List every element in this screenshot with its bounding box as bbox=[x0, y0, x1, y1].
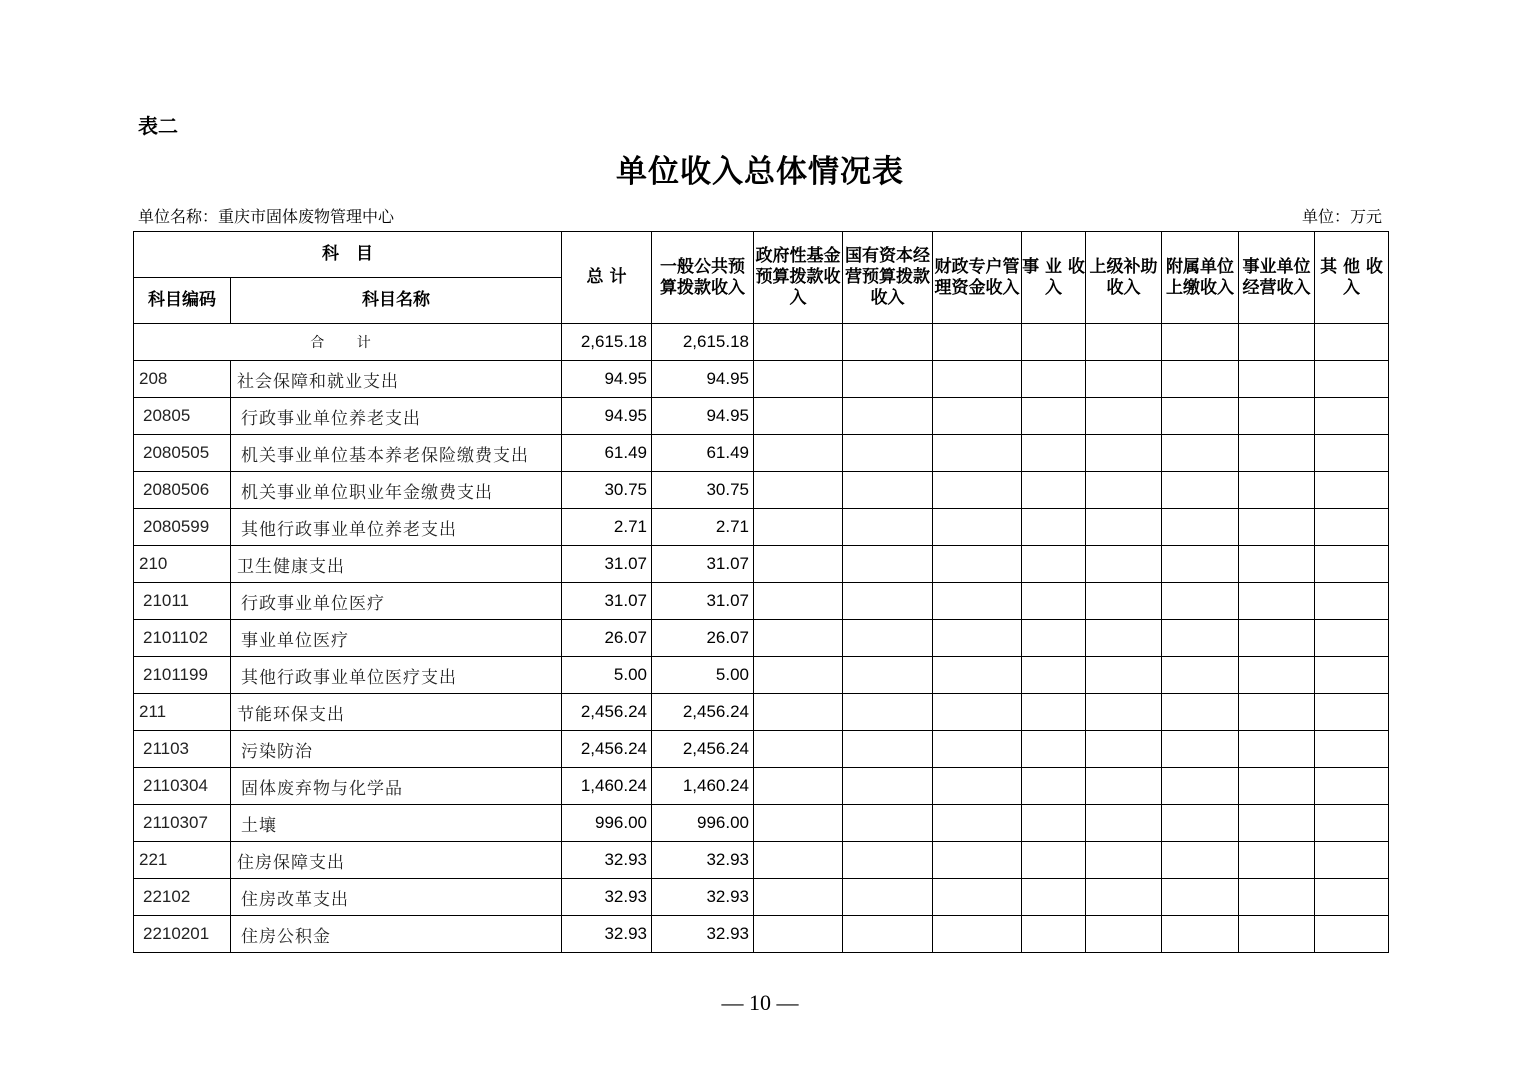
row-general-budget: 26.07 bbox=[652, 620, 754, 657]
empty-cell bbox=[1162, 768, 1239, 805]
empty-cell bbox=[1162, 472, 1239, 509]
empty-cell bbox=[1315, 879, 1389, 916]
empty-cell bbox=[1162, 842, 1239, 879]
row-general-budget: 94.95 bbox=[652, 361, 754, 398]
empty-cell bbox=[1162, 435, 1239, 472]
row-code: 20805 bbox=[134, 398, 231, 435]
unit-label: 单位：万元 bbox=[1301, 207, 1382, 226]
row-total: 2.71 bbox=[562, 509, 652, 546]
header-superior-subsidy: 上级补助收入 bbox=[1086, 232, 1162, 324]
table-row bbox=[134, 768, 1389, 805]
empty-cell bbox=[933, 879, 1022, 916]
empty-cell bbox=[1086, 620, 1162, 657]
total-row bbox=[134, 324, 1389, 361]
empty-cell bbox=[1162, 324, 1239, 361]
row-code: 2110307 bbox=[134, 805, 231, 842]
row-general-budget: 5.00 bbox=[652, 657, 754, 694]
row-code: 21011 bbox=[134, 583, 231, 620]
empty-cell bbox=[1162, 361, 1239, 398]
empty-cell bbox=[843, 361, 933, 398]
row-code: 208 bbox=[134, 361, 231, 398]
empty-cell bbox=[1239, 879, 1315, 916]
row-general-budget: 996.00 bbox=[652, 805, 754, 842]
header-general-budget: 一般公共预算拨款收入 bbox=[652, 232, 754, 324]
row-name: 机关事业单位基本养老保险缴费支出 bbox=[231, 435, 562, 472]
empty-cell bbox=[1239, 657, 1315, 694]
empty-cell bbox=[754, 879, 843, 916]
empty-cell bbox=[843, 435, 933, 472]
row-code: 2080505 bbox=[134, 435, 231, 472]
table-row bbox=[134, 398, 1389, 435]
empty-cell bbox=[1022, 842, 1086, 879]
empty-cell bbox=[1315, 842, 1389, 879]
empty-cell bbox=[1086, 435, 1162, 472]
empty-cell bbox=[1315, 731, 1389, 768]
income-table bbox=[133, 231, 1389, 953]
empty-cell bbox=[1162, 731, 1239, 768]
empty-cell bbox=[1239, 398, 1315, 435]
row-name: 卫生健康支出 bbox=[231, 546, 562, 583]
table-row bbox=[134, 657, 1389, 694]
empty-cell bbox=[1022, 768, 1086, 805]
empty-cell bbox=[1315, 546, 1389, 583]
empty-cell bbox=[1162, 916, 1239, 953]
row-total: 32.93 bbox=[562, 842, 652, 879]
empty-cell bbox=[754, 361, 843, 398]
row-total: 31.07 bbox=[562, 546, 652, 583]
page-title: 单位收入总体情况表 bbox=[616, 154, 904, 190]
empty-cell bbox=[1022, 879, 1086, 916]
header-fiscal-special: 财政专户管理资金收入 bbox=[933, 232, 1022, 324]
table-row bbox=[134, 805, 1389, 842]
row-name: 节能环保支出 bbox=[231, 694, 562, 731]
empty-cell bbox=[843, 620, 933, 657]
empty-cell bbox=[933, 620, 1022, 657]
row-code: 210 bbox=[134, 546, 231, 583]
empty-cell bbox=[1162, 805, 1239, 842]
row-name: 其他行政事业单位养老支出 bbox=[231, 509, 562, 546]
table-row bbox=[134, 731, 1389, 768]
empty-cell bbox=[1239, 620, 1315, 657]
table-row bbox=[134, 583, 1389, 620]
empty-cell bbox=[754, 916, 843, 953]
row-code: 2080506 bbox=[134, 472, 231, 509]
row-general-budget: 2,456.24 bbox=[652, 731, 754, 768]
table-row bbox=[134, 472, 1389, 509]
empty-cell bbox=[1022, 472, 1086, 509]
row-total: 31.07 bbox=[562, 583, 652, 620]
empty-cell bbox=[1315, 398, 1389, 435]
empty-cell bbox=[1086, 694, 1162, 731]
empty-cell bbox=[1022, 620, 1086, 657]
empty-cell bbox=[1315, 916, 1389, 953]
empty-cell bbox=[1162, 879, 1239, 916]
empty-cell bbox=[1239, 435, 1315, 472]
empty-cell bbox=[754, 657, 843, 694]
empty-cell bbox=[1086, 879, 1162, 916]
empty-cell bbox=[1239, 768, 1315, 805]
header-total: 总 计 bbox=[562, 232, 652, 324]
header-gov-fund: 政府性基金预算拨款收入 bbox=[754, 232, 843, 324]
empty-cell bbox=[1239, 805, 1315, 842]
row-name: 其他行政事业单位医疗支出 bbox=[231, 657, 562, 694]
row-name: 固体废弃物与化学品 bbox=[231, 768, 562, 805]
empty-cell bbox=[1315, 657, 1389, 694]
empty-cell bbox=[933, 657, 1022, 694]
table-row bbox=[134, 435, 1389, 472]
empty-cell bbox=[843, 398, 933, 435]
row-name: 住房公积金 bbox=[231, 916, 562, 953]
unit-name: 单位名称：重庆市固体废物管理中心 bbox=[138, 207, 395, 226]
empty-cell bbox=[1239, 842, 1315, 879]
empty-cell bbox=[843, 583, 933, 620]
empty-cell bbox=[933, 805, 1022, 842]
empty-cell bbox=[933, 324, 1022, 361]
empty-cell bbox=[754, 583, 843, 620]
empty-cell bbox=[1086, 657, 1162, 694]
empty-cell bbox=[754, 768, 843, 805]
header-other: 其 他 收 入 bbox=[1315, 232, 1389, 324]
empty-cell bbox=[1239, 916, 1315, 953]
empty-cell bbox=[754, 324, 843, 361]
row-code: 221 bbox=[134, 842, 231, 879]
empty-cell bbox=[933, 509, 1022, 546]
row-name: 住房保障支出 bbox=[231, 842, 562, 879]
empty-cell bbox=[843, 324, 933, 361]
empty-cell bbox=[1162, 657, 1239, 694]
row-general-budget: 31.07 bbox=[652, 546, 754, 583]
empty-cell bbox=[1022, 398, 1086, 435]
empty-cell bbox=[843, 509, 933, 546]
total-label: 合 计 bbox=[134, 324, 562, 361]
row-name: 机关事业单位职业年金缴费支出 bbox=[231, 472, 562, 509]
row-general-budget: 1,460.24 bbox=[652, 768, 754, 805]
empty-cell bbox=[933, 398, 1022, 435]
empty-cell bbox=[1162, 509, 1239, 546]
empty-cell bbox=[1239, 731, 1315, 768]
row-total: 30.75 bbox=[562, 472, 652, 509]
empty-cell bbox=[1086, 731, 1162, 768]
row-code: 2101199 bbox=[134, 657, 231, 694]
empty-cell bbox=[754, 546, 843, 583]
empty-cell bbox=[1086, 398, 1162, 435]
empty-cell bbox=[933, 768, 1022, 805]
empty-cell bbox=[933, 435, 1022, 472]
row-total: 61.49 bbox=[562, 435, 652, 472]
empty-cell bbox=[1022, 324, 1086, 361]
empty-cell bbox=[1239, 361, 1315, 398]
row-code: 2080599 bbox=[134, 509, 231, 546]
empty-cell bbox=[933, 583, 1022, 620]
total-general-budget: 2,615.18 bbox=[652, 324, 754, 361]
empty-cell bbox=[843, 916, 933, 953]
empty-cell bbox=[1022, 435, 1086, 472]
empty-cell bbox=[843, 842, 933, 879]
empty-cell bbox=[1086, 472, 1162, 509]
empty-cell bbox=[843, 694, 933, 731]
empty-cell bbox=[1239, 509, 1315, 546]
row-name: 土壤 bbox=[231, 805, 562, 842]
table-row bbox=[134, 916, 1389, 953]
empty-cell bbox=[843, 879, 933, 916]
row-name: 污染防治 bbox=[231, 731, 562, 768]
row-total: 5.00 bbox=[562, 657, 652, 694]
empty-cell bbox=[1239, 324, 1315, 361]
empty-cell bbox=[1315, 472, 1389, 509]
header-operating: 事业单位经营收入 bbox=[1239, 232, 1315, 324]
row-total: 26.07 bbox=[562, 620, 652, 657]
row-code: 2110304 bbox=[134, 768, 231, 805]
empty-cell bbox=[933, 916, 1022, 953]
empty-cell bbox=[1315, 361, 1389, 398]
empty-cell bbox=[933, 842, 1022, 879]
page-number: — 10 — bbox=[721, 990, 799, 1015]
empty-cell bbox=[1086, 583, 1162, 620]
empty-cell bbox=[1239, 583, 1315, 620]
header-business: 事 业 收 入 bbox=[1022, 232, 1086, 324]
row-general-budget: 2,456.24 bbox=[652, 694, 754, 731]
row-total: 2,456.24 bbox=[562, 694, 652, 731]
empty-cell bbox=[754, 398, 843, 435]
empty-cell bbox=[1022, 657, 1086, 694]
table-row bbox=[134, 694, 1389, 731]
row-general-budget: 2.71 bbox=[652, 509, 754, 546]
empty-cell bbox=[1239, 472, 1315, 509]
row-name: 行政事业单位养老支出 bbox=[231, 398, 562, 435]
empty-cell bbox=[843, 546, 933, 583]
empty-cell bbox=[754, 731, 843, 768]
empty-cell bbox=[1315, 620, 1389, 657]
empty-cell bbox=[1162, 583, 1239, 620]
empty-cell bbox=[843, 731, 933, 768]
empty-cell bbox=[1162, 620, 1239, 657]
empty-cell bbox=[843, 805, 933, 842]
empty-cell bbox=[1315, 435, 1389, 472]
empty-cell bbox=[1239, 546, 1315, 583]
empty-cell bbox=[1086, 546, 1162, 583]
empty-cell bbox=[754, 509, 843, 546]
row-name: 社会保障和就业支出 bbox=[231, 361, 562, 398]
header-code: 科目编码 bbox=[134, 278, 231, 324]
empty-cell bbox=[1086, 768, 1162, 805]
table-label: 表二 bbox=[138, 114, 178, 138]
empty-cell bbox=[1022, 694, 1086, 731]
row-total: 94.95 bbox=[562, 398, 652, 435]
table-row bbox=[134, 842, 1389, 879]
empty-cell bbox=[1315, 694, 1389, 731]
empty-cell bbox=[1086, 324, 1162, 361]
empty-cell bbox=[754, 435, 843, 472]
header-name: 科目名称 bbox=[231, 278, 562, 324]
row-general-budget: 94.95 bbox=[652, 398, 754, 435]
empty-cell bbox=[843, 768, 933, 805]
row-code: 2101102 bbox=[134, 620, 231, 657]
empty-cell bbox=[843, 472, 933, 509]
empty-cell bbox=[843, 657, 933, 694]
empty-cell bbox=[754, 472, 843, 509]
total-total: 2,615.18 bbox=[562, 324, 652, 361]
empty-cell bbox=[1022, 509, 1086, 546]
table-row bbox=[134, 546, 1389, 583]
empty-cell bbox=[933, 361, 1022, 398]
table-row bbox=[134, 879, 1389, 916]
empty-cell bbox=[1315, 509, 1389, 546]
empty-cell bbox=[933, 694, 1022, 731]
empty-cell bbox=[1239, 694, 1315, 731]
row-general-budget: 32.93 bbox=[652, 916, 754, 953]
row-code: 21103 bbox=[134, 731, 231, 768]
empty-cell bbox=[1022, 916, 1086, 953]
row-code: 211 bbox=[134, 694, 231, 731]
empty-cell bbox=[1162, 398, 1239, 435]
empty-cell bbox=[1086, 805, 1162, 842]
empty-cell bbox=[754, 842, 843, 879]
empty-cell bbox=[754, 805, 843, 842]
empty-cell bbox=[1086, 361, 1162, 398]
row-name: 事业单位医疗 bbox=[231, 620, 562, 657]
empty-cell bbox=[933, 472, 1022, 509]
row-total: 94.95 bbox=[562, 361, 652, 398]
row-general-budget: 61.49 bbox=[652, 435, 754, 472]
empty-cell bbox=[933, 731, 1022, 768]
empty-cell bbox=[1022, 805, 1086, 842]
row-name: 行政事业单位医疗 bbox=[231, 583, 562, 620]
empty-cell bbox=[1086, 916, 1162, 953]
empty-cell bbox=[1022, 583, 1086, 620]
empty-cell bbox=[1162, 546, 1239, 583]
row-code: 2210201 bbox=[134, 916, 231, 953]
header-state-capital: 国有资本经营预算拨款收入 bbox=[843, 232, 933, 324]
table-row bbox=[134, 361, 1389, 398]
empty-cell bbox=[754, 620, 843, 657]
row-total: 32.93 bbox=[562, 879, 652, 916]
empty-cell bbox=[1022, 361, 1086, 398]
empty-cell bbox=[754, 694, 843, 731]
row-total: 32.93 bbox=[562, 916, 652, 953]
header-affiliated: 附属单位上缴收入 bbox=[1162, 232, 1239, 324]
row-total: 2,456.24 bbox=[562, 731, 652, 768]
table-row bbox=[134, 509, 1389, 546]
header-subject: 科 目 bbox=[134, 232, 562, 278]
row-general-budget: 32.93 bbox=[652, 842, 754, 879]
table-row bbox=[134, 620, 1389, 657]
empty-cell bbox=[1315, 324, 1389, 361]
empty-cell bbox=[1315, 768, 1389, 805]
empty-cell bbox=[933, 546, 1022, 583]
empty-cell bbox=[1022, 731, 1086, 768]
empty-cell bbox=[1315, 805, 1389, 842]
empty-cell bbox=[1086, 509, 1162, 546]
row-total: 996.00 bbox=[562, 805, 652, 842]
row-general-budget: 30.75 bbox=[652, 472, 754, 509]
row-code: 22102 bbox=[134, 879, 231, 916]
empty-cell bbox=[1022, 546, 1086, 583]
empty-cell bbox=[1086, 842, 1162, 879]
row-total: 1,460.24 bbox=[562, 768, 652, 805]
row-name: 住房改革支出 bbox=[231, 879, 562, 916]
row-general-budget: 32.93 bbox=[652, 879, 754, 916]
row-general-budget: 31.07 bbox=[652, 583, 754, 620]
empty-cell bbox=[1162, 694, 1239, 731]
empty-cell bbox=[1315, 583, 1389, 620]
